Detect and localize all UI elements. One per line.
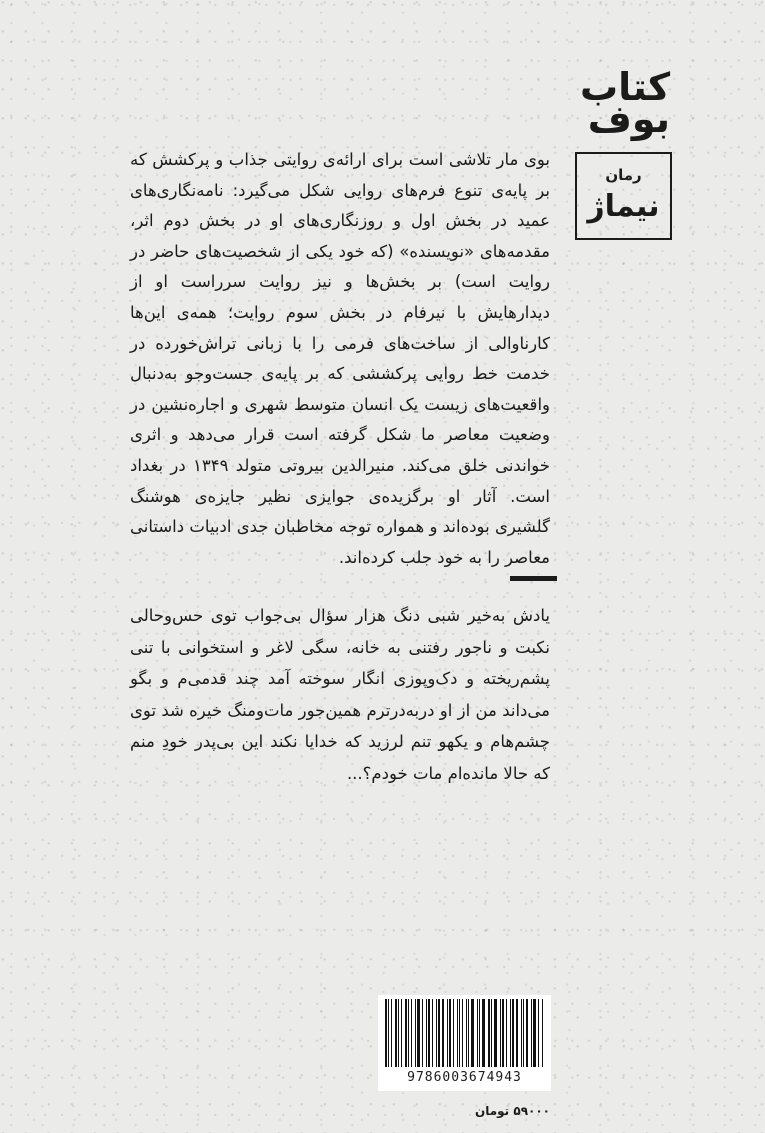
- book-excerpt: یادش به‌خیر شبی دنگ هزار سؤال بی‌جواب توی حس‌وحالی نکبت و ناجور رفتنی به خانه، سگی لاغر و استخوانی با تنی پشم‌ریخته و دک‌وپوزی انگار سوخته آمد چند قدمی‌م و بگو می‌داند من از او دربه‌درترم همین‌جور مات‌ومنگ خیره شد توی چشم‌هام و یکهو تنم لرزید که خدایا نکند این بی‌پدر خودِ منم که حالا مانده‌ام مات خودم؟...: [130, 606, 550, 783]
- barcode-bar: [401, 999, 402, 1067]
- barcode-bar: [491, 999, 492, 1067]
- logo-word-ketab: کتاب: [580, 65, 671, 109]
- barcode-bar: [395, 999, 397, 1067]
- barcode-bar: [447, 999, 448, 1067]
- barcode-bar: [453, 999, 454, 1067]
- barcode-bar: [428, 999, 430, 1067]
- barcode-bar: [479, 999, 480, 1067]
- barcode-bar: [494, 999, 497, 1067]
- barcode-bar: [506, 999, 507, 1067]
- barcode-bar: [523, 999, 524, 1067]
- barcode-bar: [405, 999, 407, 1067]
- barcode-bar: [477, 999, 478, 1067]
- barcode-bar: [488, 999, 490, 1067]
- barcode-bar: [417, 999, 420, 1067]
- barcode-bar: [510, 999, 511, 1067]
- section-divider: [510, 576, 557, 581]
- barcode-bar: [459, 999, 460, 1067]
- barcode-bar: [468, 999, 469, 1067]
- logo-word-boof: بوف: [587, 97, 670, 141]
- barcode-bar: [531, 999, 532, 1067]
- book-blurb: بوی مار تلاشی است برای ارائه‌ی روایتی جذاب و پرکشش که بر پایه‌ی تنوع فرم‌های روایی شکل می‌گیرد: نامه‌نگاری‌های عمید در بخش اول و روزنگاری‌های او در بخش دوم اثر، مقدمه‌های «نویسنده» (که خود یکی از شخصیت‌های حاضر در روایت است) بر بخش‌ها و نیز روایت سرراست او از دیدارهایش با نیرفام در بخش سوم روایت؛ همه‌ی این‌ها کارناوالی از ساخت‌های فرمی را با زبانی تراش‌خورده در خدمت خط روایی پرکششی که بر پایه‌ی جست‌وجو به‌دنبال واقعیت‌های زیست یک انسان متوسط شهری و اجاره‌نشین در وضعیت معاصر ما شکل گرفته است قرار می‌دهد و اثری خواندنی خلق می‌کند. منیرالدین بیروتی متولد ۱۳۴۹ در بغداد است. آثار او برگزیده‌ی جوایزی نظیر جایزه‌ی هوشنگ گلشیری بوده‌اند و همواره توجه مخاطبان جدی ادبیات داستانی معاصر را به خود جلب کرده‌اند.: [130, 150, 550, 567]
- barcode-bar: [526, 999, 528, 1067]
- barcode-bar: [422, 999, 423, 1067]
- barcode-bar: [457, 999, 458, 1067]
- barcode-bar: [466, 999, 467, 1067]
- barcode-bar: [471, 999, 474, 1067]
- series-name-label: نیماژ: [587, 189, 660, 224]
- isbn-barcode: [378, 995, 551, 1091]
- barcode-bar: [408, 999, 409, 1067]
- barcode-bar: [449, 999, 451, 1067]
- barcode-bar: [442, 999, 444, 1067]
- barcode-bar: [398, 999, 399, 1067]
- series-genre-label: رمان: [605, 166, 642, 184]
- price-label: ۵۹۰۰۰ تومان: [474, 1104, 550, 1118]
- barcode-bar: [426, 999, 427, 1067]
- barcode-bar: [391, 999, 392, 1067]
- barcode-bar: [436, 999, 437, 1067]
- barcode-bar: [533, 999, 536, 1067]
- barcode-bar: [432, 999, 433, 1067]
- barcode-bar: [388, 999, 389, 1067]
- barcode-bar: [462, 999, 463, 1067]
- barcode-bar: [411, 999, 412, 1067]
- barcode-bar: [415, 999, 416, 1067]
- barcode-bar: [500, 999, 501, 1067]
- isbn-number: 9786003674943: [407, 1070, 522, 1085]
- barcode-bar: [538, 999, 539, 1067]
- barcode-bar: [521, 999, 522, 1067]
- barcode-bar: [482, 999, 485, 1067]
- barcode-bar: [438, 999, 440, 1067]
- series-badge: [575, 152, 672, 240]
- barcode-bar: [516, 999, 518, 1067]
- barcode-bar: [502, 999, 504, 1067]
- barcode-bar: [512, 999, 514, 1067]
- barcode-bars: [383, 999, 546, 1067]
- barcode-bar: [385, 999, 387, 1067]
- barcode-bar: [542, 999, 543, 1067]
- publisher-logo: [580, 65, 671, 141]
